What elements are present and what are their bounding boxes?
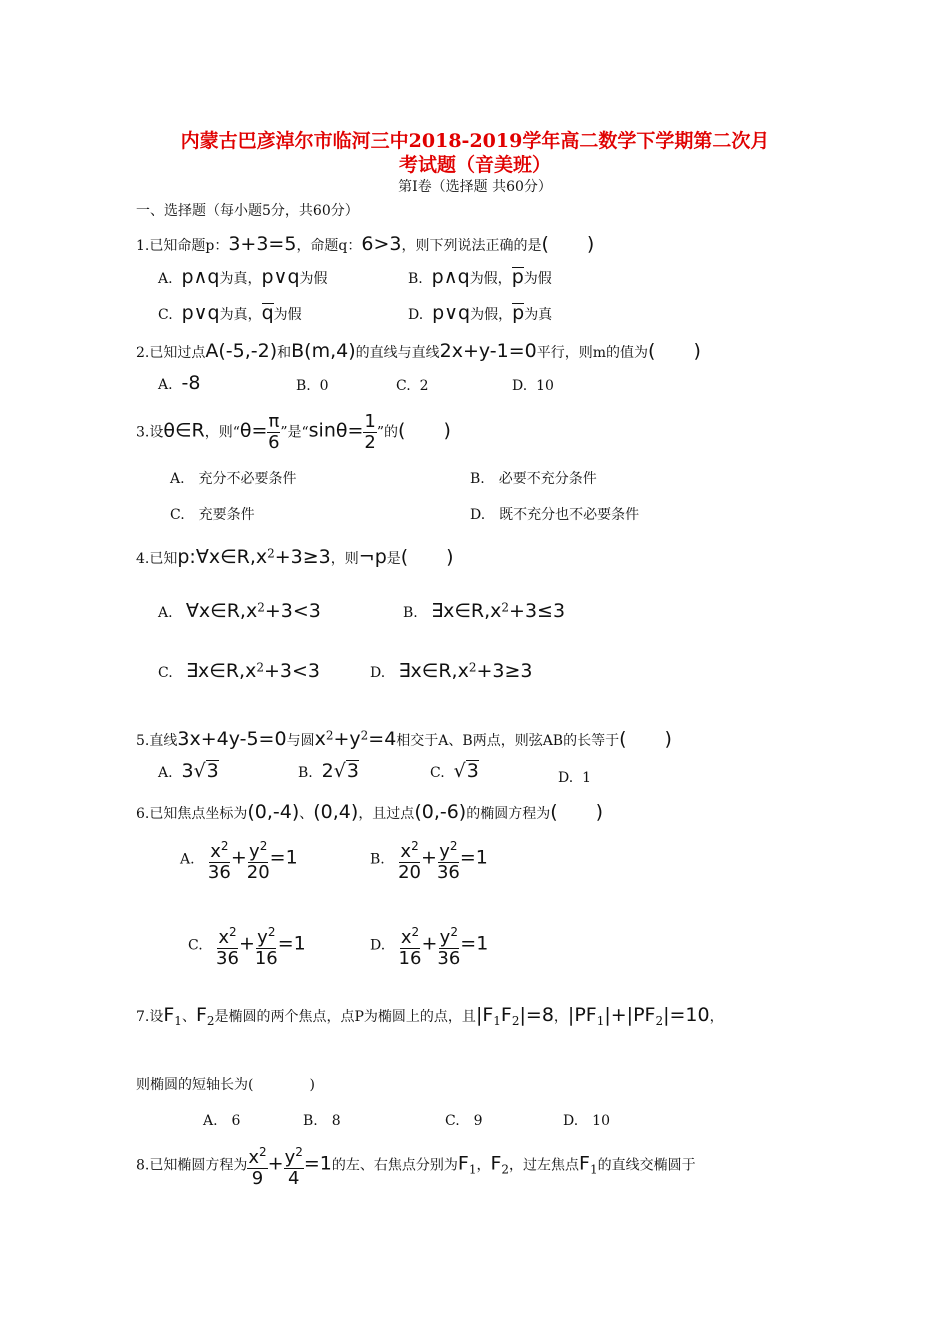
question-1: 1.已知命题p：3+3=5，命题q：6>3，则下列说法正确的是( ) [136,233,595,255]
question-8: 8.已知椭圆方程为 $\frac{x^2}{9}$ + $\frac{y^2}{4}$ =1的左、右焦点分别为F1，F2，过左焦点F1的直线交椭圆于 [136,1142,696,1189]
q3-option-b: B. 必要不充分条件 [470,471,597,487]
q7-option-d: D. 10 [563,1113,610,1129]
q2-option-b: B. 0 [296,378,329,394]
question-4: 4.已知p:∀x∈R,x2+3≥3，则¬p是( ) [136,546,454,568]
q6-option-b: B. $\frac{x^2}{20}$ + $\frac{y^2}{36}$ =1 [370,836,488,883]
q4-option-b: B. ∃x∈R,x2+3≤3 [403,600,566,622]
question-3: 3.设θ∈R，则“θ= $\frac{\pi}{6}$ ”是“sinθ= $\frac{1}{2}$ ”的( ) [136,411,451,453]
q4-option-d: D. ∃x∈R,x2+3≥3 [370,660,533,682]
question-6: 6.已知焦点坐标为(0,-4)、(0,4)，且过点(0,-6)的椭圆方程为( ) [136,801,604,823]
q1-option-d: D. p∨q为假，p为真 [408,302,553,324]
q5-option-b: B. 2√3 [298,760,359,782]
question-7-line2: 则椭圆的短轴长为( ) [136,1077,315,1093]
q1-option-c: C. p∨q为真，q为假 [158,302,302,324]
q4-option-a: A. ∀x∈R,x2+3<3 [158,600,321,622]
q5-option-a: A. 3√3 [158,760,219,782]
q5-option-c: C. √3 [430,760,479,782]
q2-option-c: C. 2 [396,378,429,394]
q6-option-a: A. $\frac{x^2}{36}$ + $\frac{y^2}{20}$ =1 [180,836,298,883]
q2-option-d: D. 10 [512,378,554,394]
exam-title-line1: 内蒙古巴彦淖尔市临河三中2018-2019学年高二数学下学期第二次月 [180,130,770,152]
q7-option-a: A. 6 [203,1113,241,1129]
question-2: 2.已知过点A(-5,-2)和B(m,4)的直线与直线2x+y-1=0平行，则m的值为( ) [136,340,701,362]
q3-option-a: A. 充分不必要条件 [170,471,297,487]
q1-option-a: A. p∧q为真，p∨q为假 [158,266,328,288]
exam-title-line2: 考试题（音美班） [398,154,551,176]
q4-option-c: C. ∃x∈R,x2+3<3 [158,660,320,682]
q6-option-c: C. $\frac{x^2}{36}$ + $\frac{y^2}{16}$ =1 [188,922,306,969]
q2-option-a: A. -8 [158,372,201,394]
section-header: 第Ⅰ卷（选择题 共60分） [398,179,552,195]
q1-option-b: B. p∧q为假，p为假 [408,266,552,288]
q7-option-c: C. 9 [445,1113,483,1129]
q7-option-b: B. 8 [303,1113,341,1129]
part-heading: 一、选择题（每小题5分，共60分） [136,203,359,219]
q5-option-d: D. 1 [558,770,592,786]
question-5: 5.直线3x+4y-5=0与圆x2+y2=4相交于A、B两点，则弦AB的长等于( ) [136,728,672,750]
q3-option-d: D. 既不充分也不必要条件 [470,507,640,523]
q6-option-d: D. $\frac{x^2}{16}$ + $\frac{y^2}{36}$ =1 [370,922,488,969]
q3-option-c: C. 充要条件 [170,507,255,523]
question-7: 7.设F1、F2是椭圆的两个焦点，点P为椭圆上的点，且|F1F2|=8，|PF1|+|PF2|=10， [136,1004,724,1028]
